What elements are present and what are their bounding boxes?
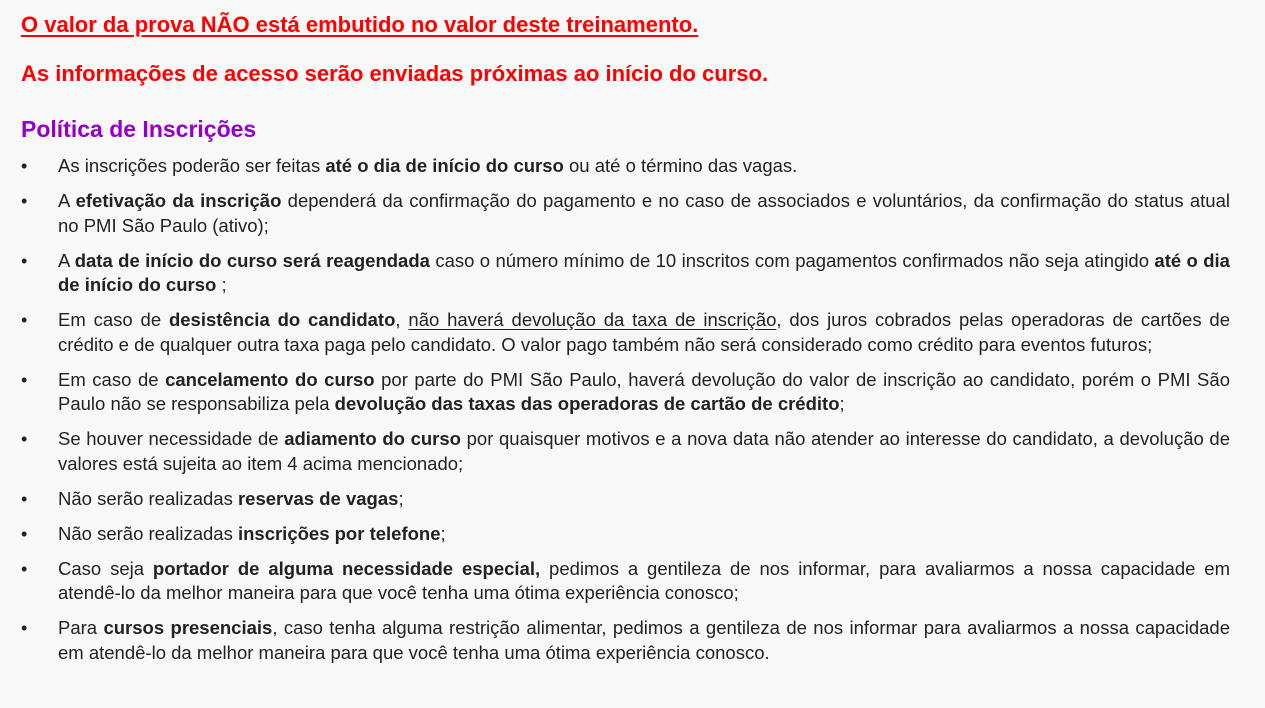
policy-item: • Em caso de cancelamento do curso por parte do PMI São Paulo, haverá devolução do valor de inscrição ao candidato, porém o PMI São Paulo não se responsabiliza pela devolução das taxas das operadoras de cartão de crédito; [21, 368, 1230, 414]
bullet-icon: • [21, 156, 28, 176]
policy-item: • Em caso de desistência do candidato, não haverá devolução da taxa de inscrição, dos juros cobrados pelas operadoras de cartões de crédito e de qualquer outra taxa paga pelo candidato. O valor pago também não será considerado como crédito para eventos futuros; [21, 309, 1231, 355]
no-refund-note: não haverá devolução da taxa de inscrição [408, 309, 777, 330]
policy-item: • Se houver necessidade de adiamento do curso por quaisquer motivos e a nova data não atender ao interesse do candidato, a devolução de valores está sujeita ao item 4 acima mencionado; [21, 428, 1230, 474]
policy-item: • A efetivação da inscrição dependerá da confirmação do pagamento e no caso de associados e voluntários, da confirmação do status atual no PMI São Paulo (ativo); [21, 190, 1230, 236]
bullet-icon: • [21, 523, 28, 544]
policy-item: • Não serão realizadas reservas de vagas; [21, 487, 1230, 512]
bullet-icon: • [21, 618, 28, 638]
bullet-icon: • [21, 250, 28, 271]
policy-item: • A data de início do curso será reagendada caso o número mínimo de 10 inscritos com pagamentos confirmados não seja atingido até o dia de início do curso ; [21, 249, 1230, 295]
bullet-icon: • [21, 429, 28, 449]
exam-fee-notice: O valor da prova NÃO está embutido no valor deste treinamento. [21, 12, 699, 37]
access-info-notice: As informações de acesso serão enviadas próximas ao início do curso. [21, 61, 769, 86]
policy-list [21, 154, 1230, 665]
bullet-icon: • [21, 558, 28, 579]
policy-title: Política de Inscrições [21, 116, 257, 142]
bullet-icon: • [21, 488, 28, 509]
policy-item: • Para cursos presenciais, caso tenha alguma restrição alimentar, pedimos a gentileza de nos informar para avaliarmos a nossa capacidade em atendê-lo da melhor maneira para que você tenha uma ótima experiência conosco. [21, 617, 1231, 663]
bullet-icon: • [21, 369, 28, 390]
policy-item: • As inscrições poderão ser feitas até o dia de início do curso ou até o término das vagas. [21, 154, 1230, 179]
bullet-icon: • [21, 191, 28, 211]
policy-item: • Caso seja portador de alguma necessidade especial, pedimos a gentileza de nos informar, para avaliarmos a nossa capacidade em atendê-lo da melhor maneira para que você tenha uma ótima experiência conosco; [21, 557, 1231, 603]
bullet-icon: • [21, 310, 28, 330]
policy-item: • Não serão realizadas inscrições por telefone; [21, 522, 1230, 547]
